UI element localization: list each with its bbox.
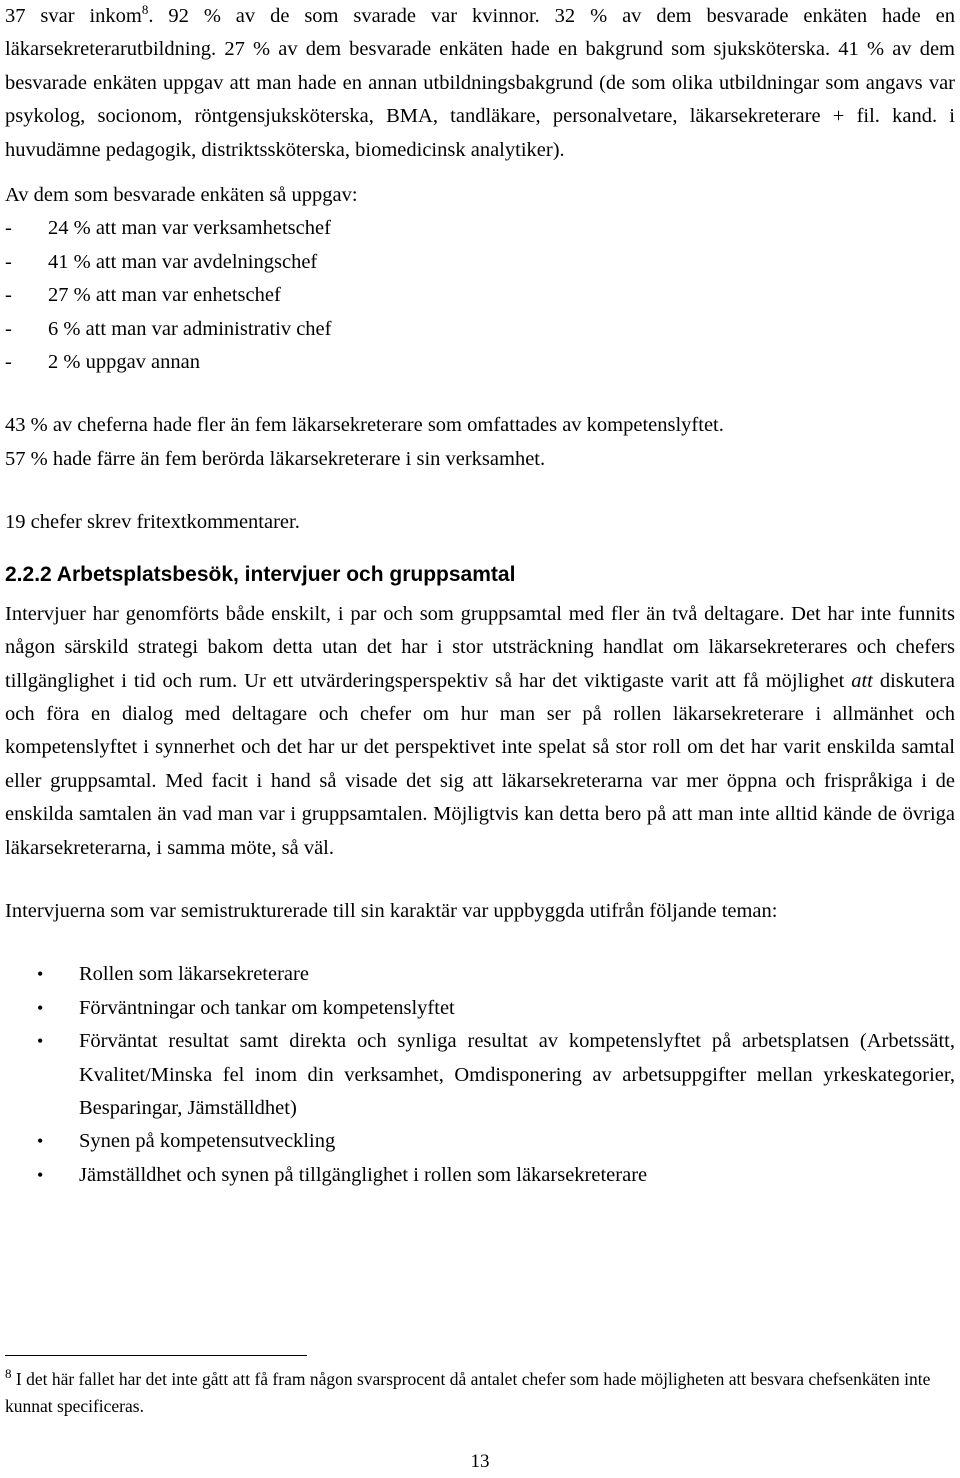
survey-lead: Av dem som besvarade enkäten så uppgav: <box>5 184 358 207</box>
list-item: • Förväntningar och tankar om kompetenslyftet <box>5 992 955 1025</box>
intro-section <box>5 0 955 167</box>
footnote-number: 8 <box>5 1366 12 1382</box>
bullet-icon: • <box>37 964 44 985</box>
section-heading <box>5 552 955 598</box>
bullet-icon: • <box>37 1131 44 1152</box>
theme-list <box>5 958 955 1192</box>
footnote <box>5 1366 955 1420</box>
section-paragraph-2: Intervjuerna som var semistrukturerade till sin karaktär var uppbyggda utifrån följande teman: <box>5 899 778 922</box>
list-item: • Rollen som läkarsekreterare <box>5 958 955 991</box>
survey-comments: 19 chefer skrev fritextkommentarer. <box>5 511 300 534</box>
intro-text-start: 37 svar inkom <box>5 5 142 27</box>
list-item: - 6 % att man var administrativ chef <box>5 317 332 340</box>
list-item: • Jämställdhet och synen på tillgänglighet i rollen som läkarsekreterare <box>5 1159 955 1192</box>
document-page <box>5 0 955 1192</box>
bullet-icon: • <box>37 1164 44 1185</box>
list-item: - 41 % att man var avdelningschef <box>5 250 318 273</box>
survey-line-fewer: 57 % hade färre än fem berörda läkarsekreterare i sin verksamhet. <box>5 447 546 470</box>
survey-role-list <box>5 212 955 379</box>
section-paragraph-1: Intervjuer har genomförts både enskilt, i par och som gruppsamtal med fler än två deltagare. Det har inte funnits någon särskild strategi bakom detta utan det har i stor utsträckning handlat om läkarsekreterares och chefers tillgänglighet i tid och rum. Ur ett utvärderingsperspektiv så har det viktigaste varit att få möjlighet att diskutera och föra en dialog med deltagare och chefer om hur man ser på rollen läkarsekreterare i allmänhet och kompetenslyftet i synnerhet och det har ur det perspektivet inte spelat så stor roll om det har varit enskilda samtal eller gruppsamtal. Med facit i hand så visade det sig att läkarsekreterarna var mer öppna och frispråkiga i de enskilda samtalen än vad man var i gruppsamtalen. Möjligtvis kan detta bero på att man inte alltid kände de övriga läkarsekreterarna, i samma möte, så väl. <box>5 602 955 859</box>
list-item: • Förväntat resultat samt direkta och synliga resultat av kompetenslyftet på arbetsplatsen (Arbetssätt, Kvalitet/Minska fel inom din verksamhet, Omdisponering av arbetsuppgifter mellan yrkeskategorier, Besparingar, Jämställdhet) <box>5 1025 955 1125</box>
section-body <box>5 598 955 1193</box>
section-number: 2.2.2 <box>5 562 52 586</box>
intro-text-rest: . 92 % av de som svarade var kvinnor. 32 % av dem besvarade enkäten hade en läkarsekreterarutbildning. 27 % av dem besvarade enkäten hade en bakgrund som sjuksköterska. 41 % av dem besvarade enkäten uppgav att man hade en annan utbildningsbakgrund (de som olika utbildningar som angavs var psykolog, socionom, röntgensjuksköterska, BMA, tandläkare, personalvetare, läkarsekreterare + fil. kand. i huvudämne pedagogik, distriktssköterska, biomedicinsk analytiker). <box>5 5 956 161</box>
list-item: - 27 % att man var enhetschef <box>5 284 281 307</box>
section-title: Arbetsplatsbesök, intervjuer och gruppsamtal <box>56 562 516 586</box>
emphasis-att: att <box>851 669 873 692</box>
list-item: - 2 % uppgav annan <box>5 351 200 374</box>
list-item: - 24 % att man var verksamhetschef <box>5 217 331 240</box>
list-item: • Synen på kompetensutveckling <box>5 1125 955 1158</box>
footnote-divider <box>5 1355 307 1356</box>
footnote-reference[interactable]: 8 <box>141 2 149 18</box>
page-number: 13 <box>470 1451 490 1472</box>
bullet-icon: • <box>37 1031 44 1052</box>
footnote-text: I det här fallet har det inte gått att få fram någon svarsprocent då antalet chefer som hade möjligheten att besvara chefsenkäten inte kunnat specificeras. <box>5 1369 931 1416</box>
survey-line-more: 43 % av cheferna hade fler än fem läkarsekreterare som omfattades av kompetenslyftet. <box>5 414 724 437</box>
bullet-icon: • <box>37 997 44 1018</box>
intro-paragraph <box>5 0 955 167</box>
